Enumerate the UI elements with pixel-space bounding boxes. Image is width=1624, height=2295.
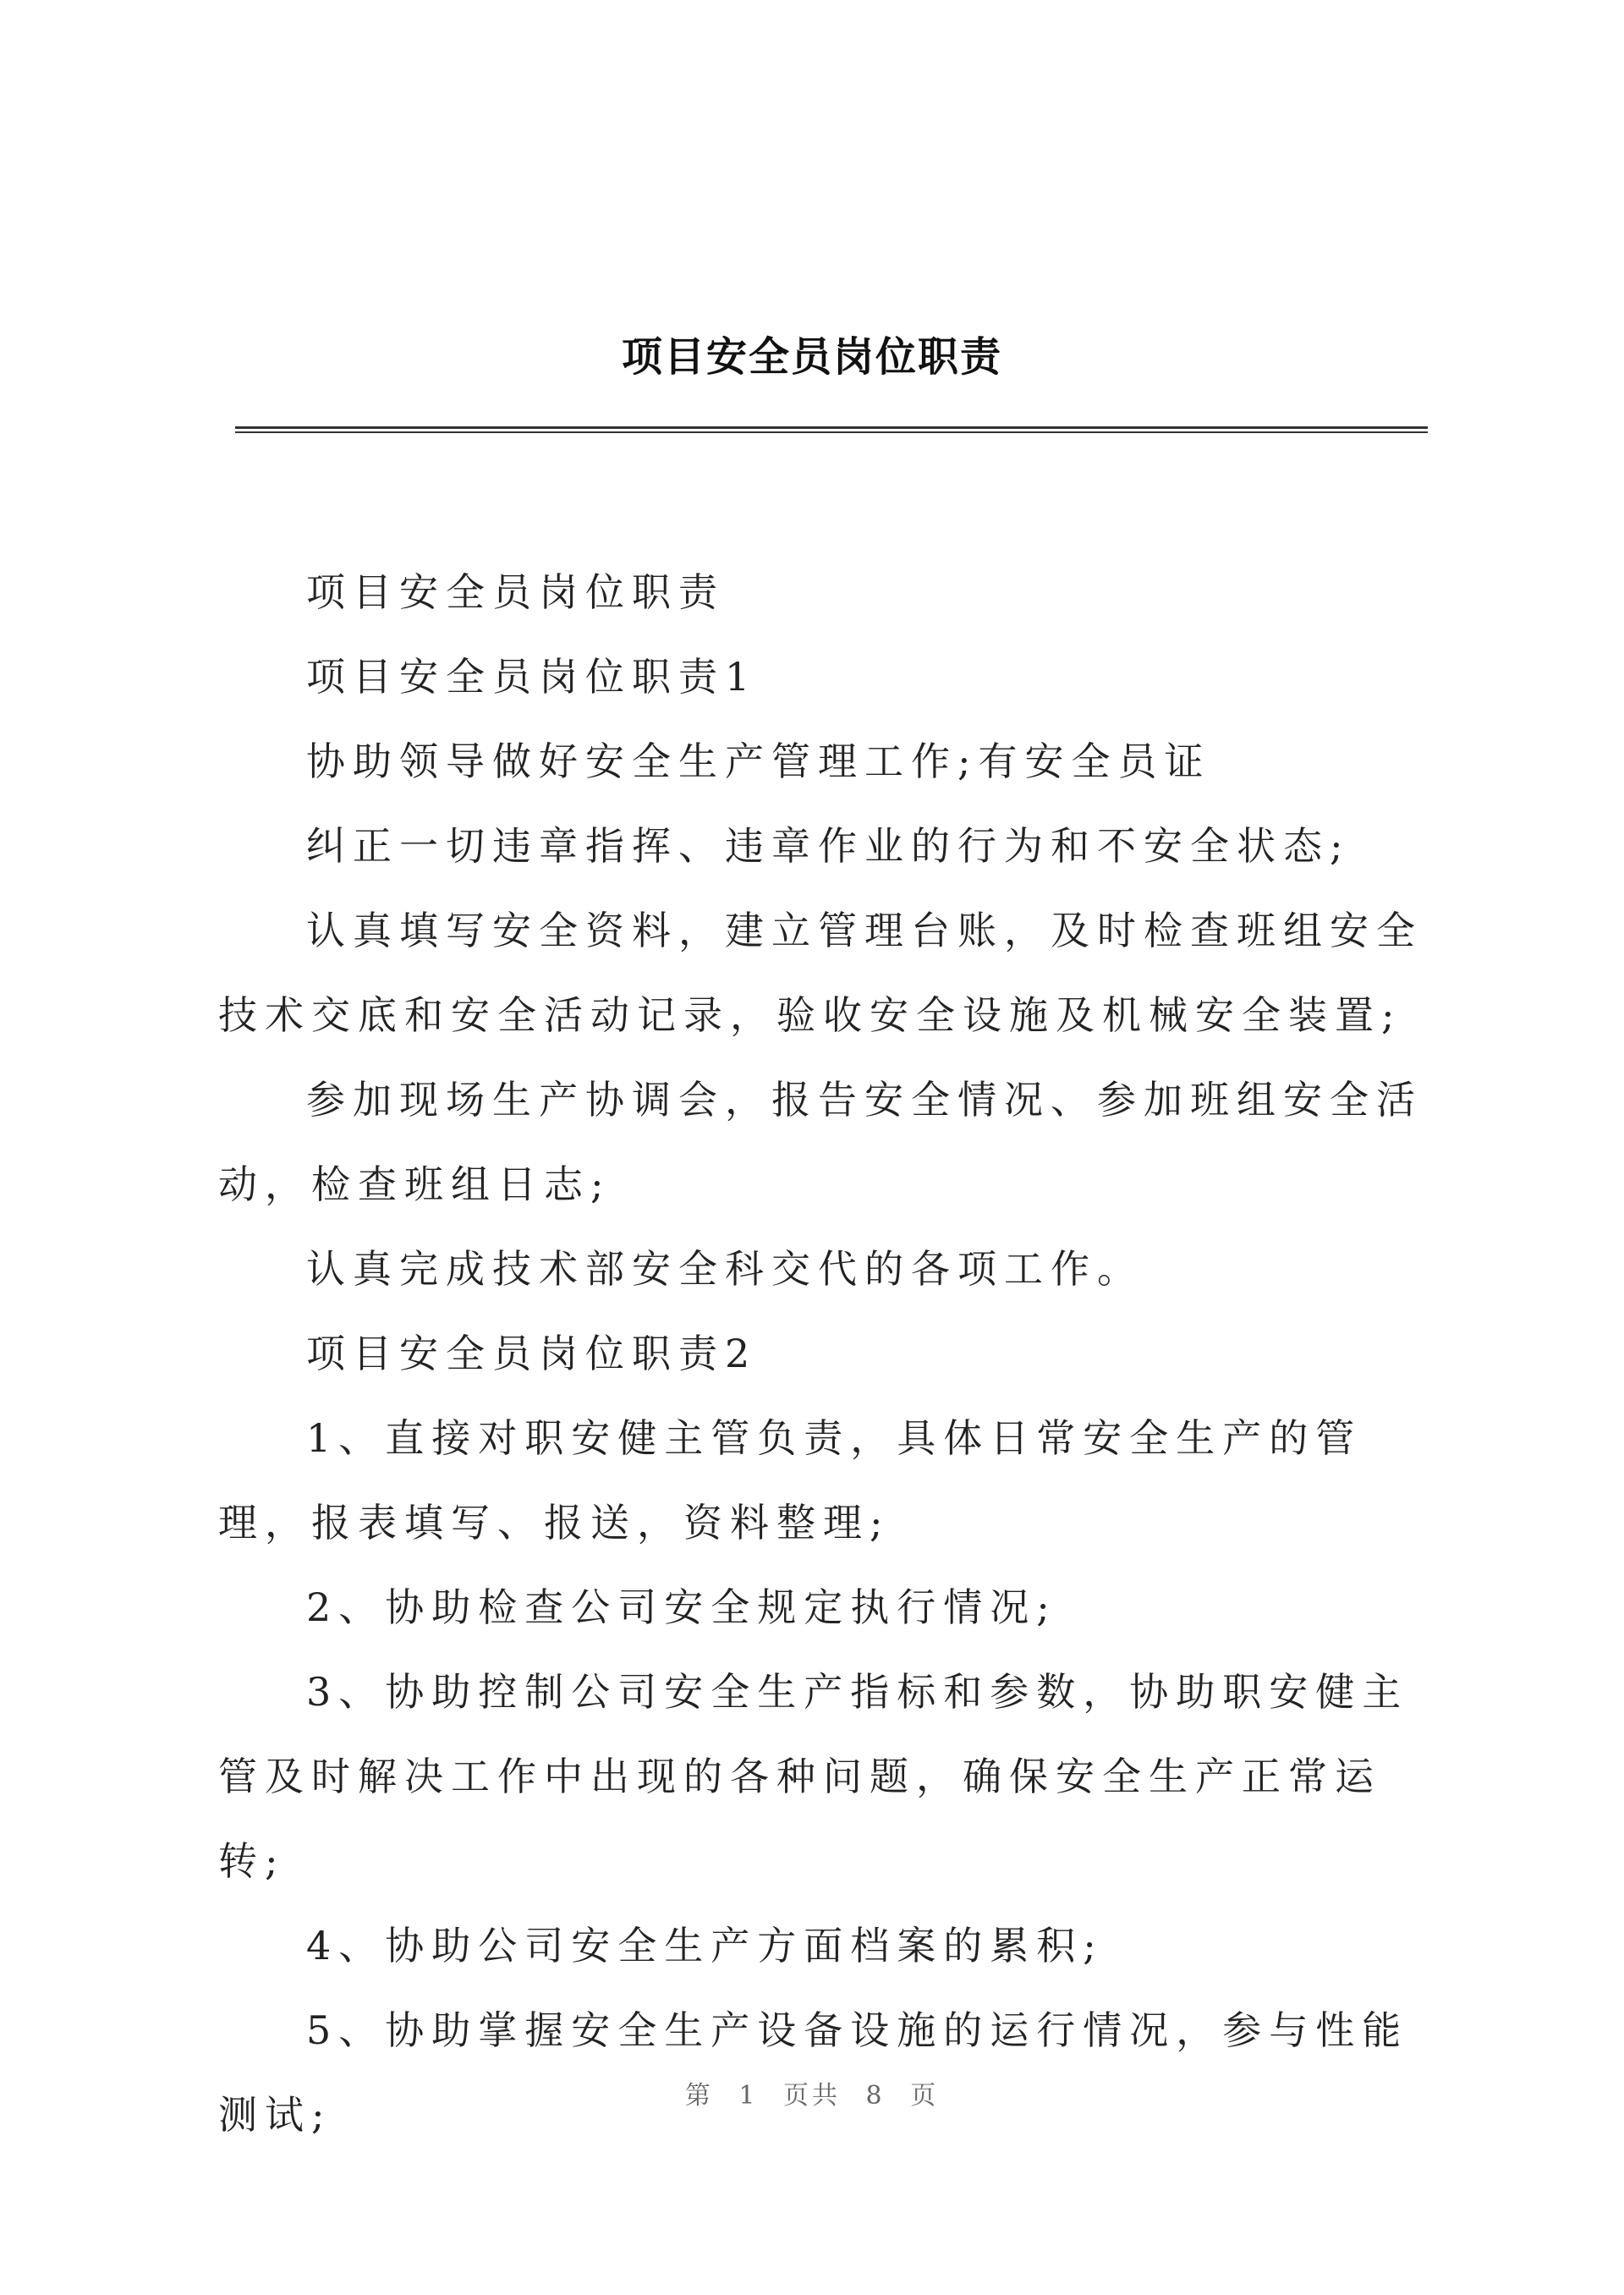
- document-title: 项目安全员岗位职责: [621, 333, 1002, 381]
- paragraph: 3、协助控制公司安全生产指标和参数，协助职安健主管及时解决工作中出现的各种问题，确保安全生产正常运转;: [218, 1669, 1409, 1884]
- footer-middle: 页共: [783, 2081, 841, 2111]
- footer-total-pages: 8: [865, 2081, 886, 2111]
- paragraph: 1、直接对职安健主管负责，具体日常安全生产的管理，报表填写、报送，资料整理;: [218, 1415, 1363, 1546]
- paragraph: 5、协助掌握安全生产设备设施的运行情况，参与性能测试;: [218, 2007, 1409, 2138]
- paragraph: 纠正一切违章指挥、违章作业的行为和不安全状态;: [306, 823, 1351, 869]
- paragraph: 项目安全员岗位职责2: [306, 1331, 758, 1376]
- title-divider: [235, 426, 1428, 433]
- paragraph: 参加现场生产协调会，报告安全情况、参加班组安全活动，检查班组日志;: [218, 1077, 1423, 1207]
- footer-current-page: 1: [738, 2081, 759, 2111]
- paragraph: 项目安全员岗位职责: [306, 569, 725, 615]
- paragraph: 4、协助公司安全生产方面档案的累积;: [306, 1923, 1104, 1968]
- page-footer: [0, 2079, 1624, 2113]
- paragraph: 2、协助检查公司安全规定执行情况;: [306, 1584, 1057, 1630]
- paragraph: 协助领导做好安全生产管理工作;有安全员证: [306, 738, 1211, 784]
- footer-suffix: 页: [910, 2081, 940, 2111]
- paragraph: 认真完成技术部安全科交代的各项工作。: [306, 1246, 1144, 1292]
- footer-prefix: 第: [684, 2081, 714, 2111]
- paragraph: 认真填写安全资料，建立管理台账，及时检查班组安全技术交底和安全活动记录，验收安全设施及机械安全装置;: [218, 908, 1423, 1038]
- document-body: [218, 550, 1428, 2157]
- paragraph: 项目安全员岗位职责1: [306, 654, 758, 700]
